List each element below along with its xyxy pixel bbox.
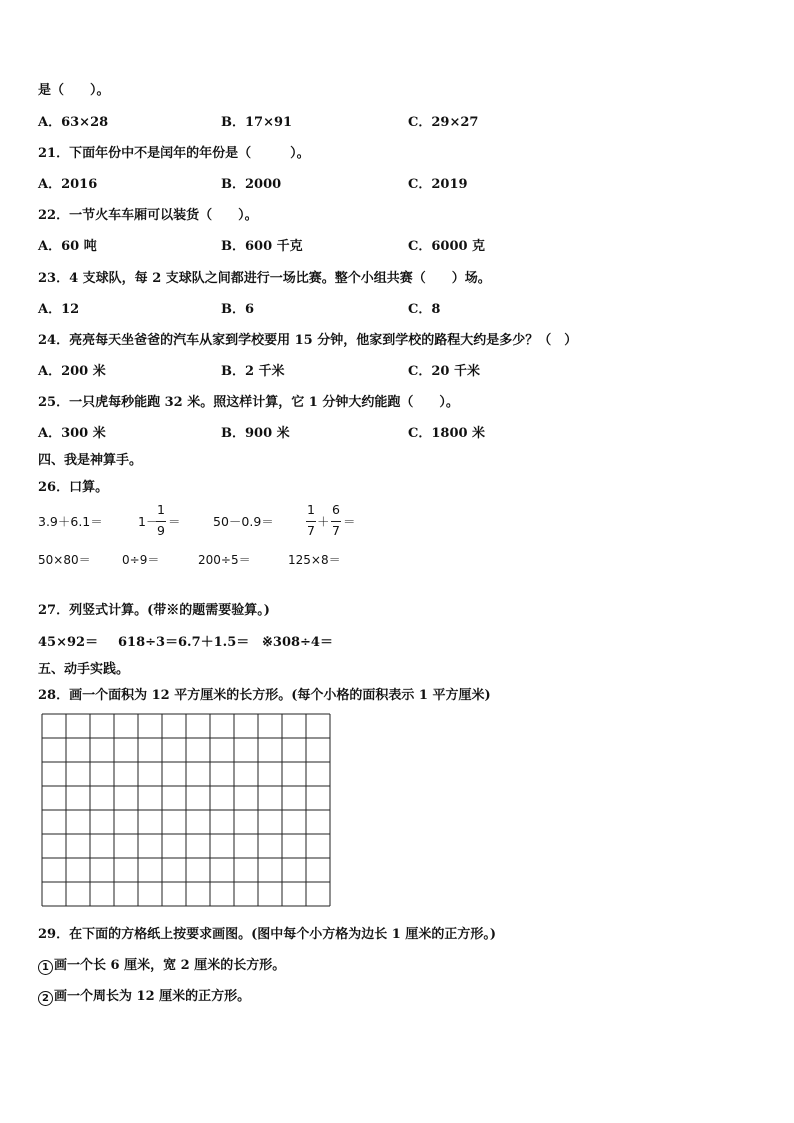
q21-option-c[interactable]: C．2019 <box>408 177 468 192</box>
q20-stem-tail: 是（ ）。 <box>38 83 110 98</box>
q25-stem: 25．一只虎每秒能跑 32 米。照这样计算，它 1 分钟大约能跑（ ）。 <box>38 395 459 410</box>
q20-option-a[interactable]: A．63×28 <box>38 115 109 130</box>
q25-option-c[interactable]: C．1800 米 <box>408 426 486 441</box>
q26-expr-2-tail: ＝ <box>168 514 181 529</box>
q29-stem: 29．在下面的方格纸上按要求画图。(图中每个小方格为边长 1 厘米的正方形。) <box>38 927 496 942</box>
q22-option-a[interactable]: A．60 吨 <box>38 239 97 254</box>
q28-stem: 28．画一个面积为 12 平方厘米的长方形。(每个小格的面积表示 1 平方厘米) <box>38 688 491 703</box>
q23-stem: 23．4 支球队，每 2 支球队之间都进行一场比赛。整个小组共赛（ ）场。 <box>38 271 491 286</box>
q26-expr-2-fraction-bar <box>156 521 166 522</box>
q21-option-a[interactable]: A．2016 <box>38 177 98 192</box>
q24-stem: 24．亮亮每天坐爸爸的汽车从家到学校要用 15 分钟，他家到学校的路程大约是多少？（ ） <box>38 333 578 348</box>
q25-option-b[interactable]: B．900 米 <box>221 426 290 441</box>
circled-number-2: 2 <box>38 991 53 1006</box>
q26-expr-7: 200÷5＝ <box>198 553 251 567</box>
q26-expr-4-numerator-2: 6 <box>332 502 340 517</box>
q26-expr-4-plus: ＋ <box>317 514 330 529</box>
q23-option-a[interactable]: A．12 <box>38 302 80 317</box>
q26-expr-4-fraction-bar-2 <box>331 521 341 522</box>
q21-stem: 21．下面年份中不是闰年的年份是（ ）。 <box>38 146 310 161</box>
q21-option-b[interactable]: B．2000 <box>221 177 282 192</box>
section-5-heading: 五、动手实践。 <box>38 662 130 677</box>
q26-expr-4-denominator-1: 7 <box>307 523 315 538</box>
q26-expr-6: 0÷9＝ <box>122 553 160 567</box>
q29-item-2 <box>38 989 250 1006</box>
q27-item-4: ※308÷4＝ <box>262 635 333 650</box>
q23-option-c[interactable]: C．8 <box>408 302 441 317</box>
q26-expr-4-tail: ＝ <box>343 514 356 529</box>
q20-option-c[interactable]: C．29×27 <box>408 115 479 130</box>
q26-expr-4-fraction-bar-1 <box>306 521 316 522</box>
q24-option-b[interactable]: B．2 千米 <box>221 364 285 379</box>
q26-stem: 26．口算。 <box>38 480 109 495</box>
q26-expr-2-denominator: 9 <box>157 523 165 538</box>
q27-item-1: 45×92＝ <box>38 635 99 650</box>
q28-square-grid[interactable] <box>41 713 331 913</box>
q26-expr-2-numerator: 1 <box>157 502 165 517</box>
q26-expr-4-denominator-2: 7 <box>332 523 340 538</box>
q29-item-1 <box>38 958 285 975</box>
circled-number-1: 1 <box>38 960 53 975</box>
q26-expr-8: 125×8＝ <box>288 553 341 567</box>
q22-option-b[interactable]: B．600 千克 <box>221 239 303 254</box>
q26-expr-3: 50－0.9＝ <box>213 514 274 529</box>
q26-expr-1: 3.9＋6.1＝ <box>38 514 103 529</box>
q22-option-c[interactable]: C．6000 克 <box>408 239 486 254</box>
q24-option-c[interactable]: C．20 千米 <box>408 364 480 379</box>
q26-expr-2-lead: 1－ <box>138 514 159 529</box>
q27-item-2: 618÷3＝ <box>118 635 179 650</box>
q24-option-a[interactable]: A．200 米 <box>38 364 106 379</box>
q25-option-a[interactable]: A．300 米 <box>38 426 106 441</box>
section-4-heading: 四、我是神算手。 <box>38 453 143 468</box>
q27-item-3: 6.7＋1.5＝ <box>178 635 250 650</box>
q26-expr-5: 50×80＝ <box>38 553 91 567</box>
q29-item-1-text: 画一个长 6 厘米，宽 2 厘米的长方形。 <box>54 958 286 973</box>
q22-stem: 22．一节火车车厢可以装货（ ）。 <box>38 208 258 223</box>
q27-stem: 27．列竖式计算。(带※的题需要验算。) <box>38 603 270 618</box>
q29-item-2-text: 画一个周长为 12 厘米的正方形。 <box>54 989 251 1004</box>
q26-expr-4-numerator-1: 1 <box>307 502 315 517</box>
q20-option-b[interactable]: B．17×91 <box>221 115 293 130</box>
q23-option-b[interactable]: B．6 <box>221 302 255 317</box>
